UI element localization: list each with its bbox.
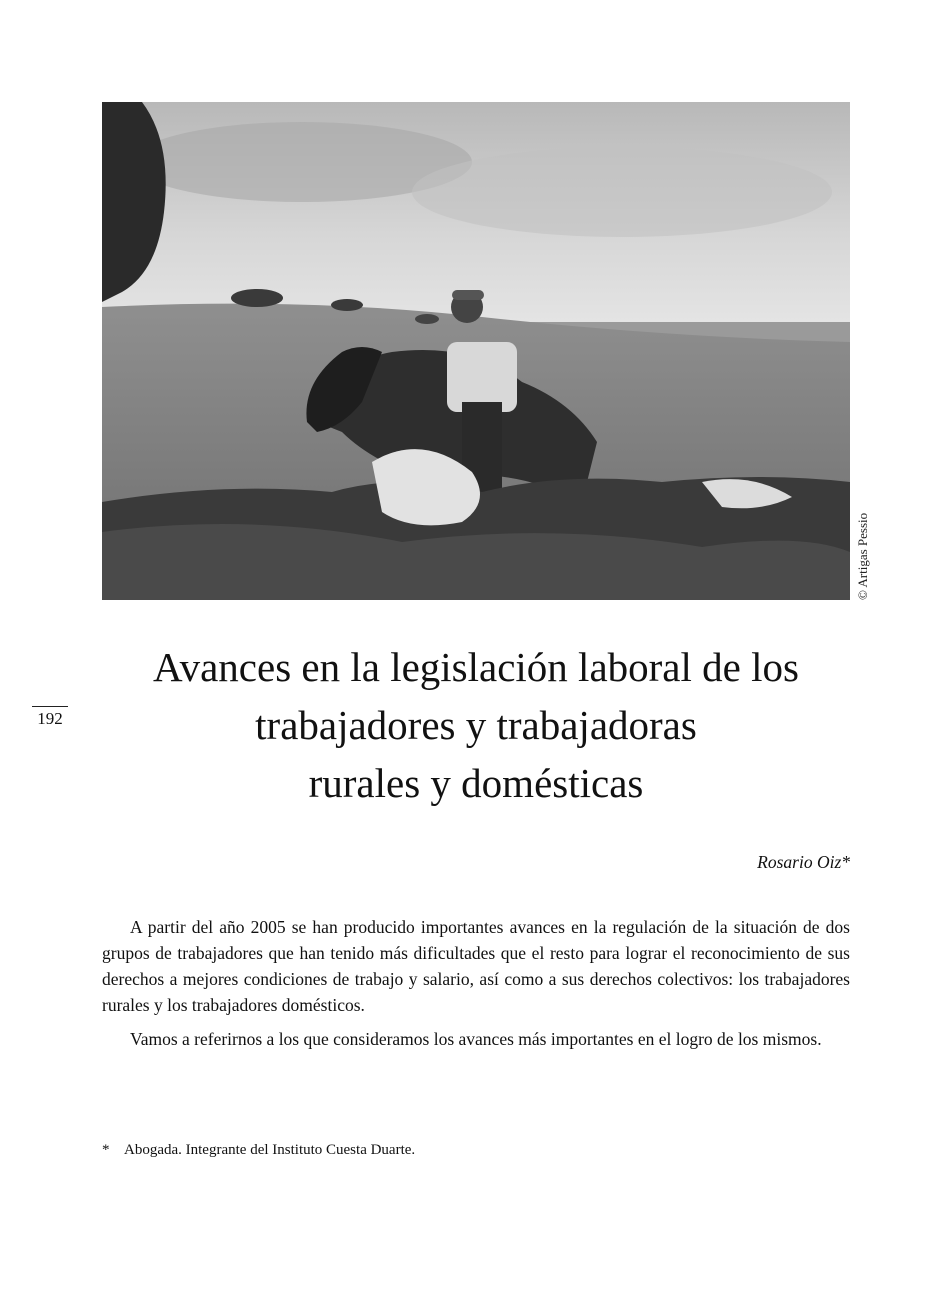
photo-credit: © Artigas Pessio [855,512,870,600]
article-body [102,914,850,1060]
page-number: 192 [32,706,68,729]
header-photo [102,102,850,600]
author-byline: Rosario Oiz* [757,852,850,872]
title-line: rurales y domésticas [308,760,644,806]
title-line: Avances en la legislación laboral de los [153,644,799,690]
footnote-text: Abogada. Integrante del Instituto Cuesta Duarte. [124,1142,416,1158]
title-line: trabajadores y trabajadoras [255,702,697,748]
footnote-mark: * [102,1142,110,1158]
paragraph: Vamos a referirnos a los que consideramos los avances más importantes en el logro de los mismos. [130,1029,822,1049]
gaucho-on-horse-illustration [102,102,850,600]
article-title [102,638,850,812]
paragraph: A partir del año 2005 se han producido importantes avances en la regulación de la situación de dos grupos de trabajadores que han tenido más dificultades que el resto para lograr el reconocimiento de sus derechos a mejores condiciones de trabajo y salario, así como a sus derechos colectivos: los trabajadores rurales y los trabajadores domésticos. [102,917,850,1015]
footnote [102,1139,850,1161]
